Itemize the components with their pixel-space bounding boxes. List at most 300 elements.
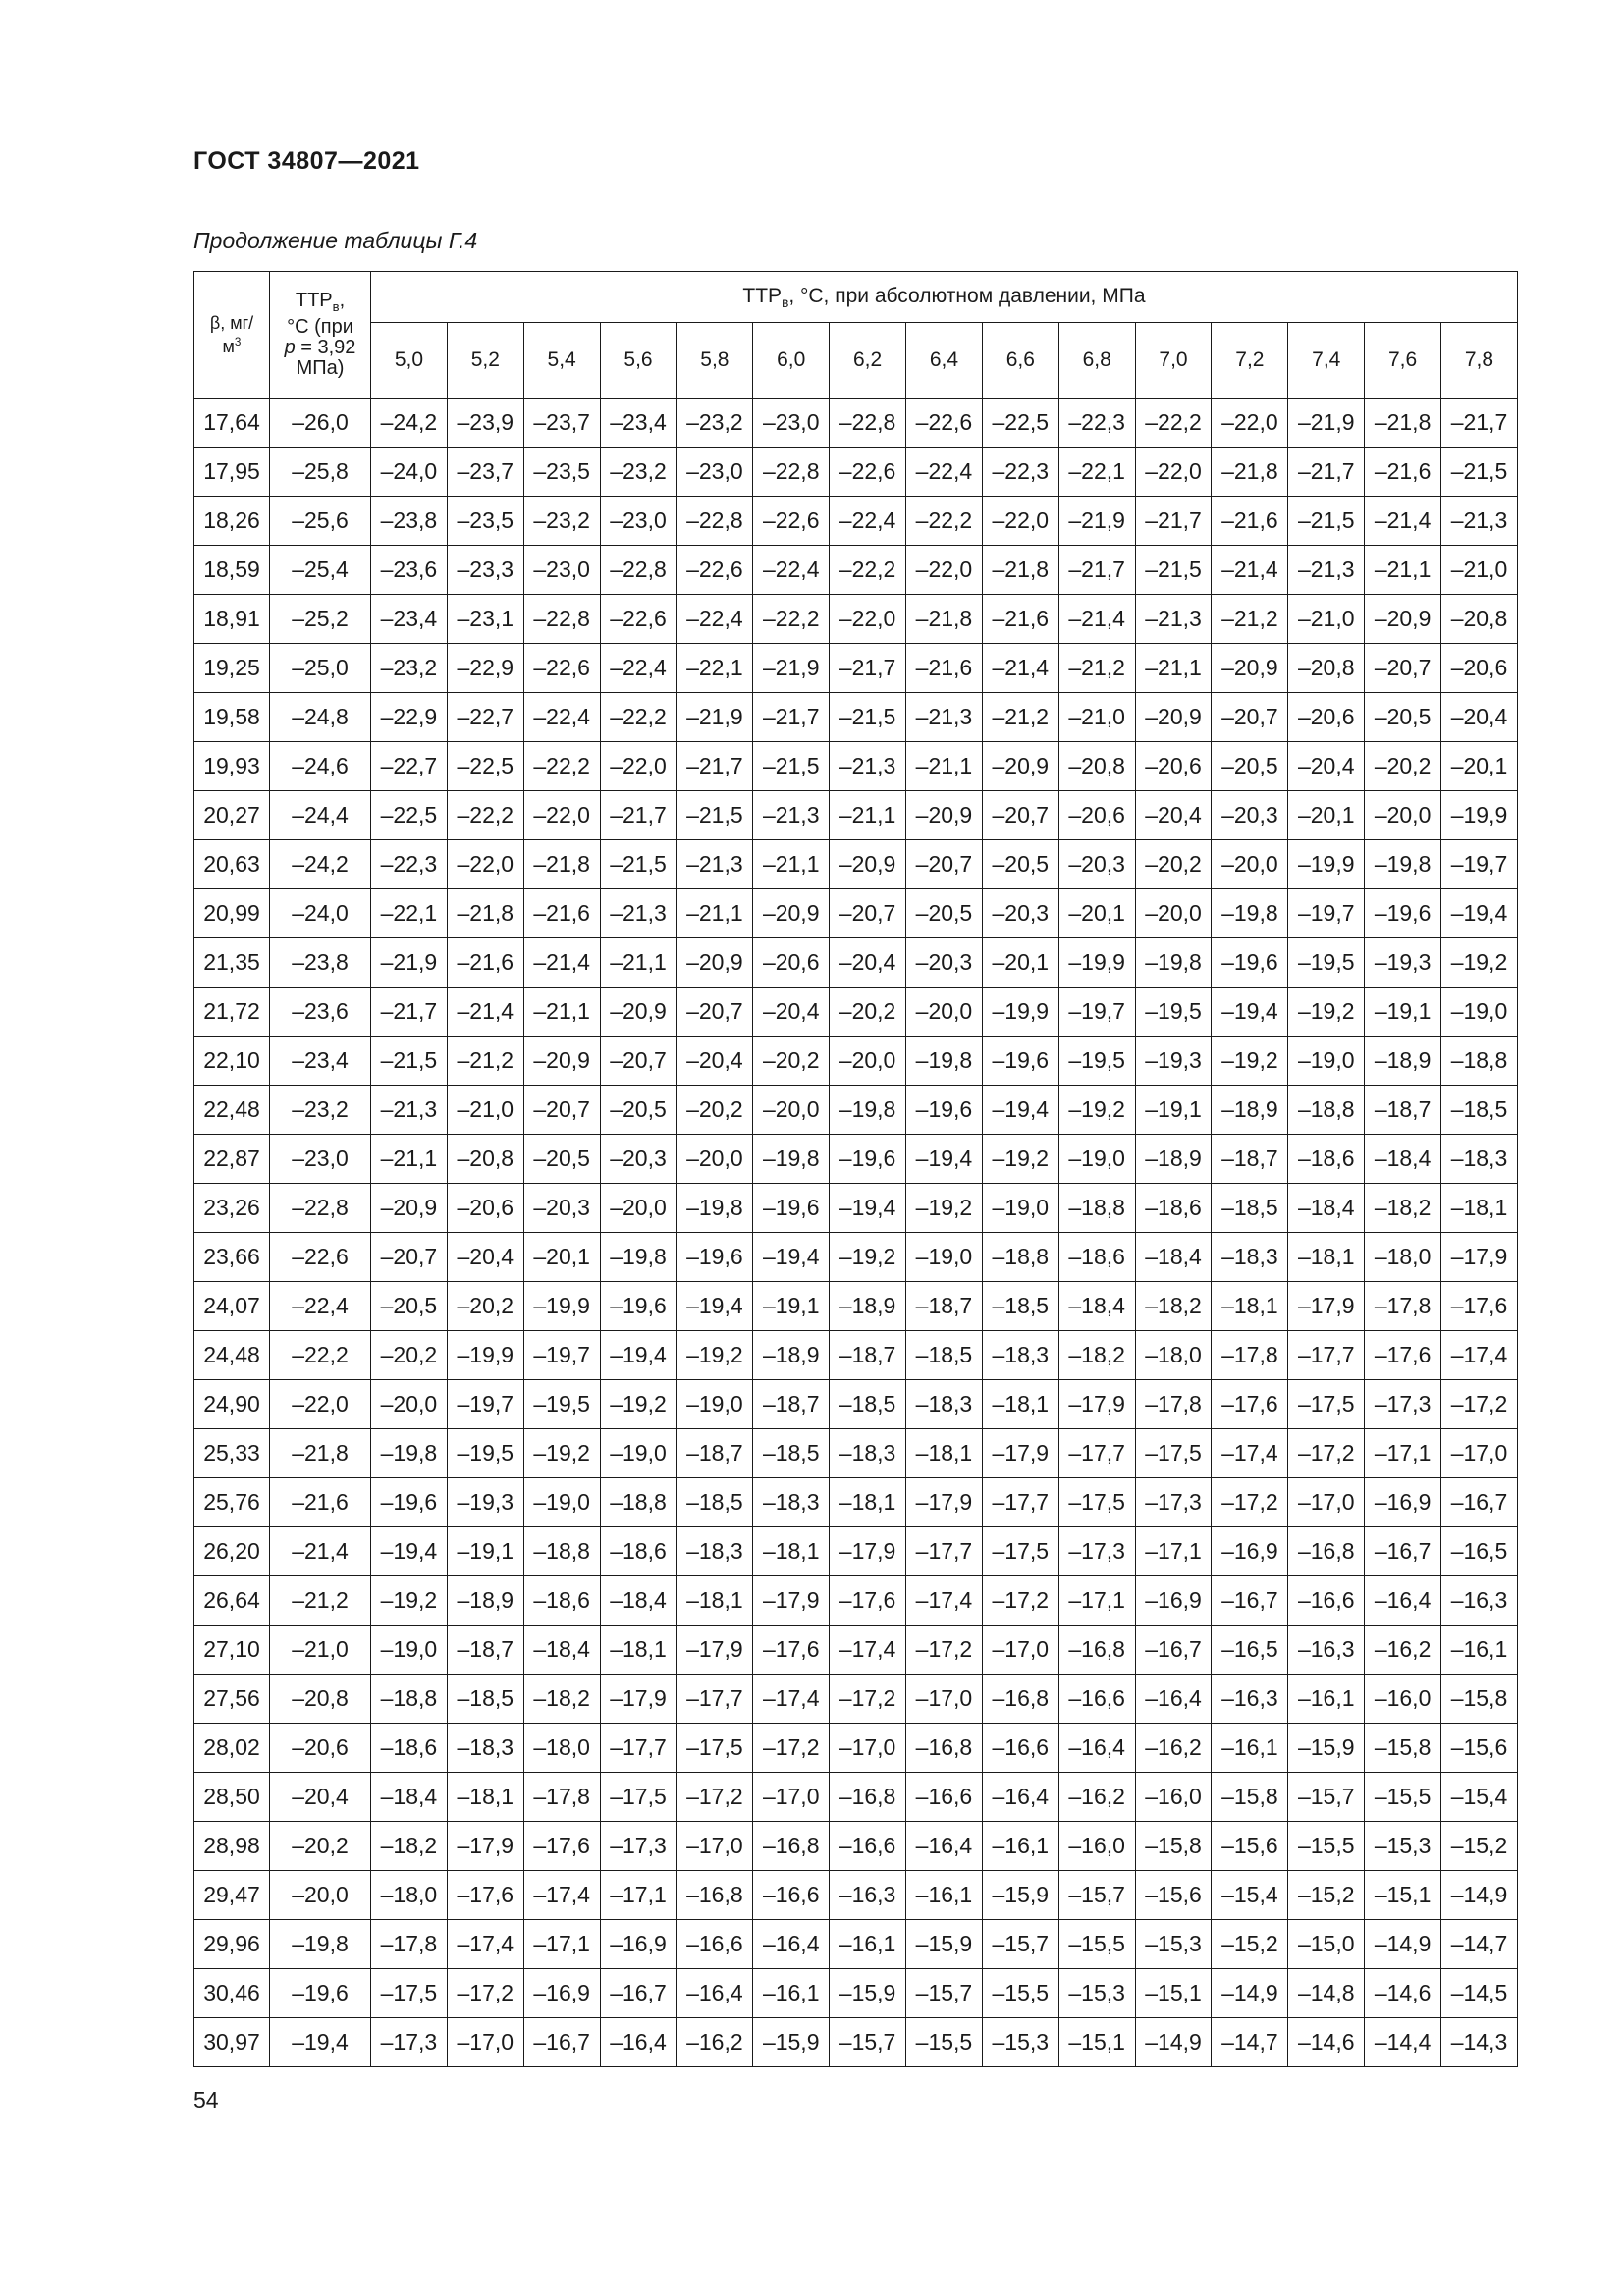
- ttp-cell: –15,8: [1212, 1773, 1288, 1822]
- beta-cell: 20,27: [194, 791, 270, 840]
- ttp-cell: –23,0: [600, 497, 677, 546]
- ttp-cell: –22,4: [830, 497, 906, 546]
- ttp-cell: –17,7: [1058, 1429, 1135, 1478]
- ttp-cell: –17,9: [982, 1429, 1058, 1478]
- ttp-cell: –16,7: [1365, 1527, 1441, 1576]
- ttp-cell: –18,5: [1441, 1086, 1518, 1135]
- ttp-cell: –16,4: [600, 2018, 677, 2067]
- ttp-cell: –21,7: [1441, 399, 1518, 448]
- ttp-cell: –17,0: [830, 1724, 906, 1773]
- ttp-cell: –17,6: [447, 1871, 523, 1920]
- ttp-cell: –21,2: [1058, 644, 1135, 693]
- ttp-cell: –17,0: [677, 1822, 753, 1871]
- ttp-cell: –20,9: [371, 1184, 448, 1233]
- ttp-cell: –18,8: [1058, 1184, 1135, 1233]
- ttp-cell: –21,8: [982, 546, 1058, 595]
- ttp-cell: –22,2: [1135, 399, 1212, 448]
- ttp-cell: –23,2: [523, 497, 600, 546]
- ttp-cell: –16,4: [753, 1920, 830, 1969]
- ttp-cell: –22,0: [600, 742, 677, 791]
- ttp-cell: –20,9: [982, 742, 1058, 791]
- ttp-cell: –17,4: [830, 1626, 906, 1675]
- ttp-392-cell: –24,8: [270, 693, 371, 742]
- ttp-cell: –22,0: [982, 497, 1058, 546]
- ttp-cell: –19,5: [1135, 988, 1212, 1037]
- ttp-cell: –14,5: [1441, 1969, 1518, 2018]
- ttp-cell: –18,7: [677, 1429, 753, 1478]
- ttp-cell: –20,4: [447, 1233, 523, 1282]
- ttp-cell: –18,8: [1441, 1037, 1518, 1086]
- ttp-cell: –16,0: [1365, 1675, 1441, 1724]
- page-number: 54: [193, 2087, 219, 2112]
- beta-cell: 19,93: [194, 742, 270, 791]
- ttp-cell: –20,0: [1365, 791, 1441, 840]
- ttp-cell: –19,8: [1135, 938, 1212, 988]
- table-row: [194, 988, 1518, 1037]
- ttp-392-cell: –24,6: [270, 742, 371, 791]
- ttp-cell: –17,9: [1441, 1233, 1518, 1282]
- ttp-cell: –17,5: [1135, 1429, 1212, 1478]
- ttp-cell: –23,5: [447, 497, 523, 546]
- ttp-cell: –20,0: [1135, 889, 1212, 938]
- ttp-cell: –20,4: [677, 1037, 753, 1086]
- ttp-cell: –21,4: [447, 988, 523, 1037]
- table-body: [194, 399, 1518, 2067]
- beta-cell: 22,87: [194, 1135, 270, 1184]
- ttp-cell: –18,1: [906, 1429, 983, 1478]
- ttp-cell: –22,2: [600, 693, 677, 742]
- ttp-cell: –17,4: [1441, 1331, 1518, 1380]
- ttp-cell: –22,6: [523, 644, 600, 693]
- ttp-392-cell: –22,2: [270, 1331, 371, 1380]
- ttp-cell: –19,6: [677, 1233, 753, 1282]
- ttp-cell: –17,9: [753, 1576, 830, 1626]
- ttp-cell: –16,7: [523, 2018, 600, 2067]
- ttp-392-cell: –25,6: [270, 497, 371, 546]
- ttp-cell: –18,3: [830, 1429, 906, 1478]
- pressure-header-cell: 6,8: [1058, 323, 1135, 399]
- ttp-cell: –20,9: [600, 988, 677, 1037]
- table-row: [194, 1037, 1518, 1086]
- ttp-cell: –17,1: [523, 1920, 600, 1969]
- ttp-cell: –20,7: [371, 1233, 448, 1282]
- ttp-392-cell: –19,6: [270, 1969, 371, 2018]
- ttp-cell: –18,4: [371, 1773, 448, 1822]
- ttp-cell: –16,2: [1365, 1626, 1441, 1675]
- ttp-cell: –17,2: [982, 1576, 1058, 1626]
- table-row: [194, 791, 1518, 840]
- ttp-cell: –21,1: [600, 938, 677, 988]
- ttp-cell: –21,7: [753, 693, 830, 742]
- ttp-cell: –18,4: [1288, 1184, 1365, 1233]
- ttp-cell: –20,3: [523, 1184, 600, 1233]
- ttp-cell: –15,6: [1212, 1822, 1288, 1871]
- ttp-cell: –15,2: [1212, 1920, 1288, 1969]
- ttp-cell: –19,4: [1441, 889, 1518, 938]
- beta-cell: 19,25: [194, 644, 270, 693]
- table-row: [194, 1331, 1518, 1380]
- ttp-392-cell: –21,2: [270, 1576, 371, 1626]
- ttp-392-cell: –23,6: [270, 988, 371, 1037]
- ttp-cell: –23,0: [523, 546, 600, 595]
- ttp-cell: –22,9: [371, 693, 448, 742]
- beta-cell: 23,66: [194, 1233, 270, 1282]
- ttp-cell: –21,3: [677, 840, 753, 889]
- ttp-cell: –18,6: [1058, 1233, 1135, 1282]
- ttp-cell: –16,6: [753, 1871, 830, 1920]
- table-row: [194, 840, 1518, 889]
- ttp-cell: –19,5: [1288, 938, 1365, 988]
- ttp-cell: –17,0: [1288, 1478, 1365, 1527]
- ttp-cell: –19,0: [1288, 1037, 1365, 1086]
- ttp-cell: –22,4: [523, 693, 600, 742]
- ttp-cell: –17,0: [982, 1626, 1058, 1675]
- ttp-cell: –22,2: [753, 595, 830, 644]
- pressure-header-cell: 6,2: [830, 323, 906, 399]
- ttp-cell: –15,5: [1288, 1822, 1365, 1871]
- ttp-cell: –17,9: [1288, 1282, 1365, 1331]
- ttp-cell: –16,4: [677, 1969, 753, 2018]
- ttp-cell: –19,7: [447, 1380, 523, 1429]
- ttp-392-cell: –22,6: [270, 1233, 371, 1282]
- header-beta: β, мг/ $м^3$: [194, 272, 270, 399]
- ttp-cell: –17,9: [447, 1822, 523, 1871]
- ttp-cell: –17,1: [600, 1871, 677, 1920]
- ttp-cell: –15,5: [1365, 1773, 1441, 1822]
- data-table: [193, 271, 1518, 2067]
- ttp-cell: –17,4: [523, 1871, 600, 1920]
- ttp-cell: –21,5: [1135, 546, 1212, 595]
- ttp-392-cell: –21,4: [270, 1527, 371, 1576]
- beta-cell: 20,63: [194, 840, 270, 889]
- ttp-cell: –20,6: [753, 938, 830, 988]
- ttp-cell: –20,2: [1365, 742, 1441, 791]
- beta-cell: 29,96: [194, 1920, 270, 1969]
- ttp-cell: –15,8: [1135, 1822, 1212, 1871]
- ttp-cell: –18,5: [830, 1380, 906, 1429]
- ttp-cell: –18,2: [1135, 1282, 1212, 1331]
- beta-cell: 28,98: [194, 1822, 270, 1871]
- ttp-cell: –17,2: [677, 1773, 753, 1822]
- beta-cell: 26,20: [194, 1527, 270, 1576]
- ttp-cell: –21,7: [677, 742, 753, 791]
- ttp-cell: –19,9: [447, 1331, 523, 1380]
- ttp-cell: –16,1: [1288, 1675, 1365, 1724]
- ttp-cell: –18,9: [1365, 1037, 1441, 1086]
- ttp-cell: –18,0: [1135, 1331, 1212, 1380]
- table-caption: Продолжение таблицы Г.4: [193, 228, 478, 253]
- ttp-cell: –19,2: [1288, 988, 1365, 1037]
- ttp-392-cell: –21,6: [270, 1478, 371, 1527]
- ttp-cell: –21,4: [982, 644, 1058, 693]
- ttp-392-cell: –23,2: [270, 1086, 371, 1135]
- ttp-cell: –22,5: [447, 742, 523, 791]
- ttp-cell: –21,9: [1058, 497, 1135, 546]
- header-ttp-392: $ТТР_в$, °С (при p = 3,92 МПа): [270, 272, 371, 399]
- ttp-392-cell: –20,0: [270, 1871, 371, 1920]
- ttp-cell: –21,5: [1441, 448, 1518, 497]
- ttp-cell: –18,1: [447, 1773, 523, 1822]
- ttp-cell: –18,0: [1365, 1233, 1441, 1282]
- ttp-cell: –17,7: [600, 1724, 677, 1773]
- beta-cell: 28,02: [194, 1724, 270, 1773]
- pressure-header-cell: 6,4: [906, 323, 983, 399]
- ttp-cell: –19,2: [371, 1576, 448, 1626]
- ttp-cell: –20,6: [1135, 742, 1212, 791]
- ttp-cell: –17,8: [1365, 1282, 1441, 1331]
- ttp-cell: –16,4: [906, 1822, 983, 1871]
- ttp-cell: –21,9: [1288, 399, 1365, 448]
- beta-cell: 20,99: [194, 889, 270, 938]
- ttp-cell: –15,3: [1135, 1920, 1212, 1969]
- ttp-cell: –19,2: [523, 1429, 600, 1478]
- ttp-cell: –16,3: [1212, 1675, 1288, 1724]
- ttp-cell: –15,8: [1441, 1675, 1518, 1724]
- ttp-cell: –16,4: [1135, 1675, 1212, 1724]
- ttp-cell: –23,4: [600, 399, 677, 448]
- ttp-cell: –21,7: [1135, 497, 1212, 546]
- table-row: [194, 1724, 1518, 1773]
- ttp-cell: –15,7: [1058, 1871, 1135, 1920]
- ttp-cell: –20,2: [1135, 840, 1212, 889]
- ttp-cell: –17,9: [1058, 1380, 1135, 1429]
- ttp-cell: –15,5: [906, 2018, 983, 2067]
- ttp-cell: –17,2: [830, 1675, 906, 1724]
- ttp-392-cell: –23,8: [270, 938, 371, 988]
- ttp-cell: –21,3: [830, 742, 906, 791]
- ttp-cell: –14,6: [1365, 1969, 1441, 2018]
- ttp-cell: –21,9: [371, 938, 448, 988]
- ttp-cell: –21,7: [1058, 546, 1135, 595]
- ttp-cell: –17,3: [371, 2018, 448, 2067]
- ttp-cell: –15,3: [1058, 1969, 1135, 2018]
- ttp-cell: –19,9: [523, 1282, 600, 1331]
- ttp-cell: –23,2: [371, 644, 448, 693]
- ttp-cell: –22,5: [371, 791, 448, 840]
- ttp-cell: –21,6: [447, 938, 523, 988]
- ttp-cell: –19,7: [1288, 889, 1365, 938]
- ttp-cell: –20,0: [830, 1037, 906, 1086]
- ttp-392-cell: –20,8: [270, 1675, 371, 1724]
- ttp-cell: –19,0: [1441, 988, 1518, 1037]
- ttp-cell: –20,4: [1135, 791, 1212, 840]
- beta-cell: 19,58: [194, 693, 270, 742]
- ttp-392-cell: –23,4: [270, 1037, 371, 1086]
- ttp-cell: –15,1: [1058, 2018, 1135, 2067]
- ttp-cell: –21,5: [1288, 497, 1365, 546]
- ttp-cell: –20,5: [371, 1282, 448, 1331]
- ttp-cell: –20,5: [906, 889, 983, 938]
- ttp-cell: –19,7: [1441, 840, 1518, 889]
- ttp-cell: –22,7: [371, 742, 448, 791]
- table-row: [194, 1969, 1518, 2018]
- table-row: [194, 889, 1518, 938]
- ttp-cell: –19,6: [1212, 938, 1288, 988]
- ttp-cell: –18,2: [1058, 1331, 1135, 1380]
- ttp-cell: –17,5: [371, 1969, 448, 2018]
- ttp-cell: –18,5: [677, 1478, 753, 1527]
- pressure-header-cell: 5,6: [600, 323, 677, 399]
- ttp-cell: –22,6: [753, 497, 830, 546]
- ttp-cell: –21,3: [371, 1086, 448, 1135]
- beta-cell: 26,64: [194, 1576, 270, 1626]
- ttp-cell: –21,3: [600, 889, 677, 938]
- pressure-header-cell: 5,2: [447, 323, 523, 399]
- pressure-header-cell: 7,2: [1212, 323, 1288, 399]
- ttp-cell: –20,5: [600, 1086, 677, 1135]
- pressure-header-cell: 5,4: [523, 323, 600, 399]
- ttp-cell: –21,6: [1212, 497, 1288, 546]
- table-row: [194, 938, 1518, 988]
- beta-cell: 23,26: [194, 1184, 270, 1233]
- ttp-cell: –21,9: [677, 693, 753, 742]
- ttp-392-cell: –25,2: [270, 595, 371, 644]
- ttp-cell: –23,0: [677, 448, 753, 497]
- ttp-cell: –22,8: [600, 546, 677, 595]
- ttp-cell: –21,6: [523, 889, 600, 938]
- ttp-cell: –18,1: [600, 1626, 677, 1675]
- table-row: [194, 1675, 1518, 1724]
- ttp-cell: –21,1: [677, 889, 753, 938]
- ttp-cell: –19,3: [447, 1478, 523, 1527]
- ttp-392-cell: –24,4: [270, 791, 371, 840]
- ttp-cell: –15,5: [1058, 1920, 1135, 1969]
- ttp-cell: –21,9: [753, 644, 830, 693]
- ttp-cell: –20,5: [523, 1135, 600, 1184]
- ttp-cell: –17,7: [906, 1527, 983, 1576]
- ttp-cell: –22,8: [753, 448, 830, 497]
- ttp-cell: –17,5: [982, 1527, 1058, 1576]
- beta-cell: 24,90: [194, 1380, 270, 1429]
- ttp-cell: –20,8: [1288, 644, 1365, 693]
- ttp-cell: –16,1: [830, 1920, 906, 1969]
- ttp-392-cell: –21,0: [270, 1626, 371, 1675]
- table-row: [194, 1920, 1518, 1969]
- ttp-cell: –18,3: [753, 1478, 830, 1527]
- ttp-cell: –21,0: [1058, 693, 1135, 742]
- ttp-cell: –18,8: [600, 1478, 677, 1527]
- ttp-cell: –18,6: [600, 1527, 677, 1576]
- pressure-header-row: [194, 323, 1518, 399]
- ttp-cell: –22,6: [600, 595, 677, 644]
- ttp-cell: –16,9: [1135, 1576, 1212, 1626]
- ttp-cell: –21,0: [447, 1086, 523, 1135]
- ttp-cell: –19,2: [906, 1184, 983, 1233]
- ttp-392-cell: –22,0: [270, 1380, 371, 1429]
- ttp-cell: –21,4: [1365, 497, 1441, 546]
- ttp-cell: –18,3: [906, 1380, 983, 1429]
- ttp-cell: –21,2: [1212, 595, 1288, 644]
- ttp-cell: –17,8: [1212, 1331, 1288, 1380]
- ttp-cell: –16,9: [1212, 1527, 1288, 1576]
- ttp-392-cell: –25,4: [270, 546, 371, 595]
- beta-cell: 27,10: [194, 1626, 270, 1675]
- beta-cell: 25,33: [194, 1429, 270, 1478]
- ttp-cell: –17,9: [906, 1478, 983, 1527]
- ttp-cell: –14,7: [1212, 2018, 1288, 2067]
- ttp-cell: –20,3: [1212, 791, 1288, 840]
- ttp-cell: –18,1: [1212, 1282, 1288, 1331]
- ttp-cell: –21,4: [523, 938, 600, 988]
- ttp-cell: –23,8: [371, 497, 448, 546]
- beta-cell: 25,76: [194, 1478, 270, 1527]
- ttp-cell: –19,1: [447, 1527, 523, 1576]
- beta-cell: 21,72: [194, 988, 270, 1037]
- ttp-cell: –22,3: [1058, 399, 1135, 448]
- ttp-cell: –18,5: [982, 1282, 1058, 1331]
- pressure-header-cell: 7,4: [1288, 323, 1365, 399]
- ttp-cell: –17,0: [906, 1675, 983, 1724]
- ttp-cell: –19,4: [1212, 988, 1288, 1037]
- ttp-cell: –20,4: [1441, 693, 1518, 742]
- ttp-392-cell: –19,4: [270, 2018, 371, 2067]
- table-row: [194, 1871, 1518, 1920]
- ttp-cell: –20,2: [753, 1037, 830, 1086]
- pressure-header-cell: 7,0: [1135, 323, 1212, 399]
- ttp-392-cell: –25,8: [270, 448, 371, 497]
- ttp-cell: –17,6: [1365, 1331, 1441, 1380]
- ttp-cell: –16,8: [982, 1675, 1058, 1724]
- ttp-cell: –20,7: [982, 791, 1058, 840]
- pressure-header-cell: 5,8: [677, 323, 753, 399]
- ttp-cell: –19,9: [1058, 938, 1135, 988]
- ttp-cell: –18,1: [1441, 1184, 1518, 1233]
- ttp-cell: –22,4: [753, 546, 830, 595]
- ttp-cell: –19,8: [1212, 889, 1288, 938]
- ttp-cell: –19,9: [982, 988, 1058, 1037]
- ttp-cell: –16,1: [906, 1871, 983, 1920]
- ttp-cell: –18,8: [982, 1233, 1058, 1282]
- ttp-cell: –19,2: [1212, 1037, 1288, 1086]
- ttp-cell: –19,6: [982, 1037, 1058, 1086]
- ttp-cell: –14,9: [1441, 1871, 1518, 1920]
- ttp-cell: –19,3: [1365, 938, 1441, 988]
- ttp-cell: –15,3: [1365, 1822, 1441, 1871]
- ttp-cell: –19,8: [600, 1233, 677, 1282]
- ttp-cell: –18,1: [982, 1380, 1058, 1429]
- ttp-cell: –20,9: [523, 1037, 600, 1086]
- ttp-cell: –20,8: [1058, 742, 1135, 791]
- ttp-cell: –18,6: [1135, 1184, 1212, 1233]
- ttp-cell: –19,4: [371, 1527, 448, 1576]
- ttp-cell: –18,4: [1135, 1233, 1212, 1282]
- ttp-cell: –23,7: [447, 448, 523, 497]
- ttp-cell: –19,0: [371, 1626, 448, 1675]
- ttp-cell: –20,0: [906, 988, 983, 1037]
- pressure-header-cell: 7,8: [1441, 323, 1518, 399]
- ttp-cell: –18,2: [523, 1675, 600, 1724]
- ttp-cell: –21,5: [371, 1037, 448, 1086]
- ttp-cell: –16,8: [906, 1724, 983, 1773]
- ttp-cell: –20,3: [600, 1135, 677, 1184]
- ttp-cell: –20,6: [1441, 644, 1518, 693]
- ttp-cell: –16,7: [1441, 1478, 1518, 1527]
- ttp-cell: –21,5: [600, 840, 677, 889]
- ttp-cell: –20,0: [600, 1184, 677, 1233]
- ttp-cell: –22,5: [982, 399, 1058, 448]
- ttp-cell: –19,6: [830, 1135, 906, 1184]
- ttp-cell: –24,2: [371, 399, 448, 448]
- ttp-cell: –15,7: [1288, 1773, 1365, 1822]
- ttp-cell: –19,0: [982, 1184, 1058, 1233]
- ttp-cell: –20,6: [1058, 791, 1135, 840]
- ttp-cell: –16,6: [1288, 1576, 1365, 1626]
- ttp-cell: –21,4: [1212, 546, 1288, 595]
- beta-cell: 18,91: [194, 595, 270, 644]
- ttp-cell: –21,3: [753, 791, 830, 840]
- ttp-cell: –18,5: [906, 1331, 983, 1380]
- ttp-cell: –20,7: [1365, 644, 1441, 693]
